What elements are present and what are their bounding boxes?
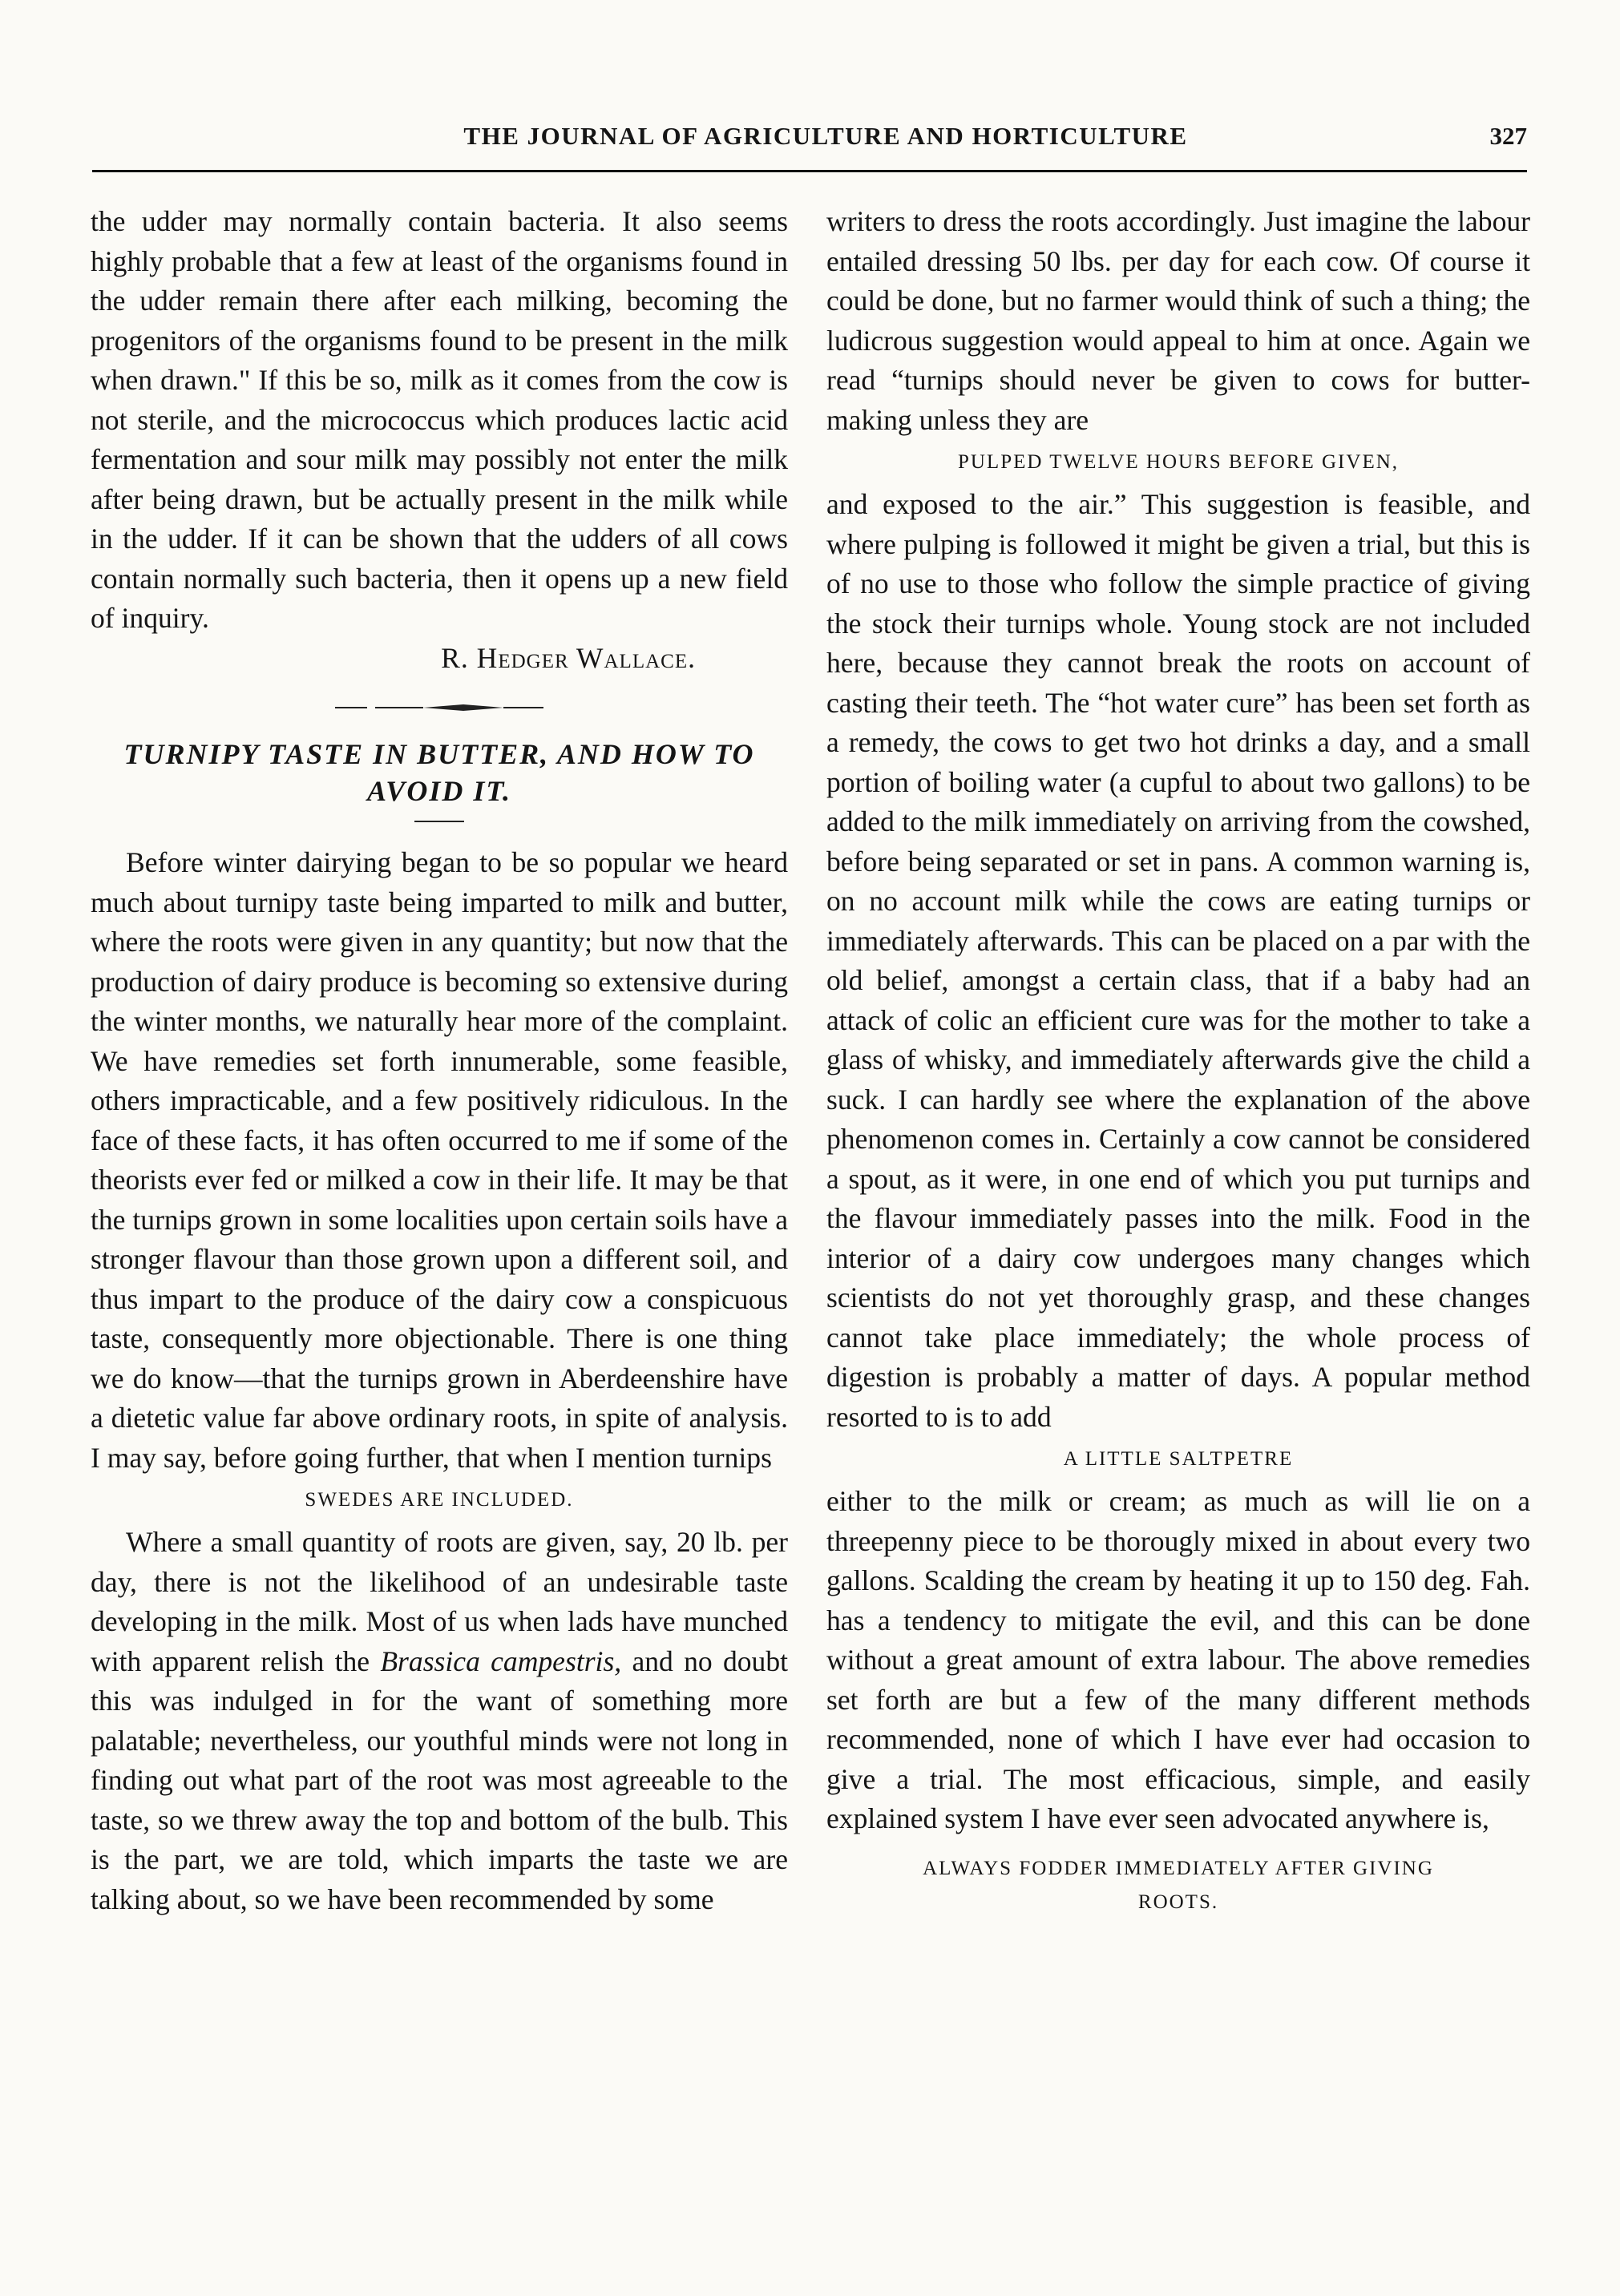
subheading-fodder (826, 1852, 1530, 1919)
subheading-line: ROOTS. (1137, 1890, 1219, 1913)
paragraph: and exposed to the air.” This suggestion is feasible, and where pulping is followed it might be given a trial, but this is of no use to those who follow the simple practice of giving the stock their turnips whole. Young stock are not included here, because they cannot break the roots on account of casting their teeth. The “hot water cure” has been set forth as a remedy, the cows to get two hot drinks a day, and a small portion of boiling water (a cupful to about two gallons) to be added to the milk immediately on arriving from the cowshed, before being separated or set in pans. A common warning is, on no account milk while the cows are eating turnips or immediately afterwards. This can be placed on a par with the old belief, amongst a certain class, that if a baby had an attack of colic an efficient cure was for the mother to take a glass of whisky, and immediately afterwards give the child a suck. I can hardly see where the explanation of the above phenomenon comes in. Certainly a cow cannot be considered a spout, as it were, in one end of which you put turnips and the flavour immediately passes into the milk. Food in the interior of a dairy cow undergoes many changes which scientists do not yet thoroughly grasp, and these changes cannot take place immediately; the whole process of digestion is probably a matter of days. A popular method resorted to is to add (826, 488, 1530, 1433)
subheading-swedes: SWEDES ARE INCLUDED. (305, 1489, 574, 1511)
page-number: 327 (1489, 122, 1527, 150)
running-title: THE JOURNAL OF AGRICULTURE AND HORTICULTURE (463, 122, 1188, 150)
author-signature: R. Hedger Wallace. (441, 641, 696, 674)
section-divider-ornament (335, 702, 543, 713)
paragraph: Before winter dairying began to be so popular we heard much about turnipy taste being imparted to milk and butter, where the roots were given in any quantity; but now that the production of dairy produce is becoming so extensive during the winter months, we naturally hear more of the complaint. We have remedies set forth innumerable, some feasible, others impracticable, and a few positively ridiculous. In the face of these facts, it has often occurred to me if some of the theorists ever fed or milked a cow in their life. It may be that the turnips grown in some localities upon certain soils have a stronger flavour than those grown upon a different soil, and thus impart to the produce of the dairy cow a conspicuous taste, consequently more objectionable. There is one thing we do know—that the turnips grown in Aberdeenshire have a dietetic value far above ordinary roots, in spite of analysis. I may say, before going further, that when I mention turnips (91, 846, 788, 1474)
header-rule (92, 170, 1527, 172)
article-title: TURNIPY TASTE IN BUTTER, AND HOW TO AVOID IT. (123, 738, 755, 807)
paragraph: either to the milk or cream; as much as will lie on a threepenny piece to be thorougly mixed in about every two gallons. Scalding the cream by heating it up to 150 deg. Fah. has a tendency to mitigate the evil, and this can be done without a great amount of extra labour. The above remedies set forth are but a few of the many different methods recommended, none of which I have ever had occasion to give a trial. The most efficacious, simple, and easily explained system I have ever seen advocated anywhere is, (826, 1485, 1530, 1834)
subheading-saltpetre: A LITTLE SALTPETRE (1063, 1448, 1294, 1470)
subheading-pulped: PULPED TWELVE HOURS BEFORE GIVEN, (957, 451, 1400, 473)
title-rule (414, 821, 464, 822)
latin-name: Brassica campestris, (380, 1644, 622, 1677)
subheading-line: ALWAYS FODDER IMMEDIATELY AFTER GIVING (923, 1857, 1434, 1879)
right-column (826, 202, 1530, 1924)
text-run: and no doubt this was indulged in for the want of something more palatable; nevertheless, our youthful minds were not long in finding out what part of the root was most agreeable to the taste, so we threw away the top and bottom of the bulb. This is the part, we are told, which imparts the taste we are talking about, so we have been recommended by some (91, 1644, 788, 1915)
left-column (91, 202, 788, 1919)
running-header (92, 122, 1527, 167)
text-run: Where a small quantity of roots are given, say, 20 lb. per day, there is not the likelihood of an undesirable taste developing in the milk. Most of us when lads have munched with apparent relish the (91, 1526, 788, 1677)
paragraph-continued: the udder may normally contain bacteria. It also seems highly probable that a few at least of the organisms found in the udder remain there after each milking, becoming the progenitors of the organisms found to be present in the milk when drawn." If this be so, milk as it comes from the cow is not sterile, and the micrococcus which produces lactic acid fermentation and sour milk may possibly not enter the milk after being drawn, but be actually present in the milk while in the udder. If it can be shown that the udders of all cows contain normally such bacteria, then it opens up a new field of inquiry. (91, 205, 788, 634)
paragraph (91, 1523, 788, 1919)
paragraph-continued: writers to dress the roots accordingly. Just imagine the labour entailed dressing 50 lbs. per day for each cow. Of course it could be done, but no farmer would think of such a thing; the ludicrous suggestion would appeal to him at once. Again we read “turnips should never be given to cows for butter-making unless they are (826, 205, 1530, 436)
